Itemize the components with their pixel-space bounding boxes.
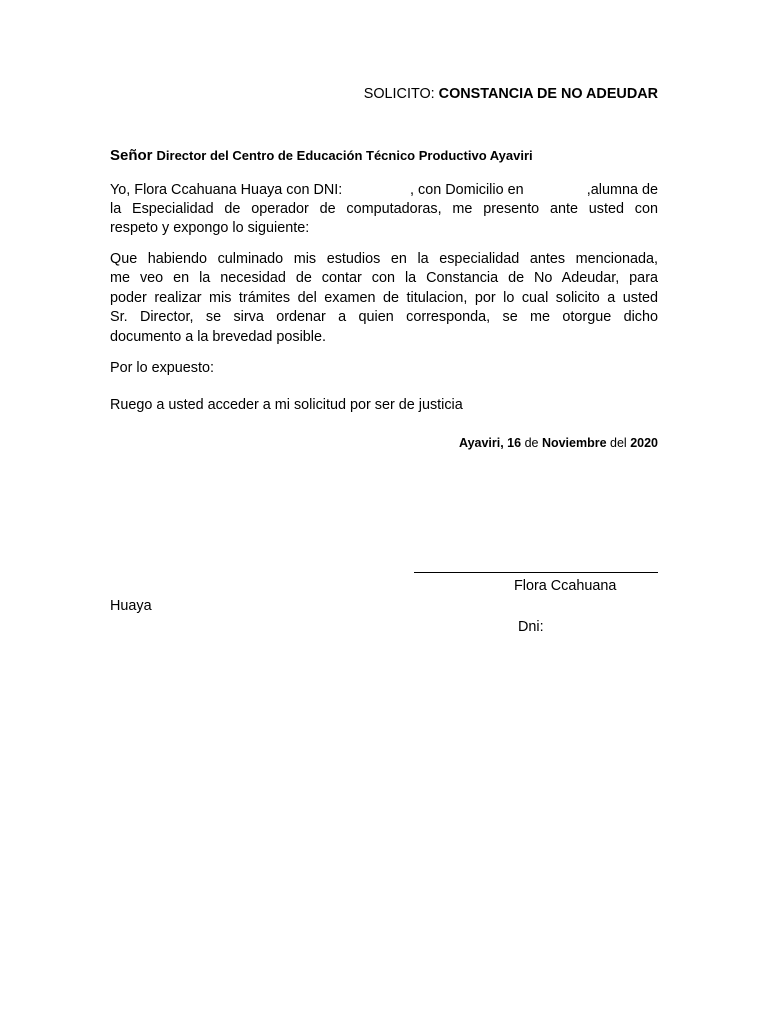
paragraph2-line4: Sr. Director, se sirva ordenar a quien corresponda, se me otorgue dicho: [110, 309, 658, 325]
por-lo-expuesto: Por lo expuesto:: [110, 360, 214, 376]
solicito-header: [364, 84, 658, 104]
paragraph1-line3: respeto y expongo lo siguiente:: [110, 220, 310, 236]
ruego-statement: Ruego a usted acceder a mi solicitud por ser de justicia: [110, 397, 463, 413]
paragraph1-line1-alumna: ,alumna de: [586, 182, 658, 198]
date-year: 2020: [626, 436, 658, 450]
date-del: del: [610, 436, 627, 450]
recipient: Director del Centro de Educación Técnico Productivo Ayaviri: [156, 148, 533, 163]
signature-name-line2: Huaya: [110, 598, 152, 614]
paragraph1-line1-domicilio: , con Domicilio en: [410, 182, 524, 198]
date-place: Ayaviri, 16: [459, 436, 525, 450]
date-line: [459, 433, 658, 453]
paragraph2-line3: poder realizar mis trámites del examen de titulacion, por lo cual solicito a usted: [110, 290, 658, 306]
signature-dni-label: Dni:: [518, 619, 544, 635]
salutation: Señor: [110, 147, 153, 164]
solicito-value: CONSTANCIA DE NO ADEUDAR: [438, 86, 658, 102]
signature-name-line1: Flora Ccahuana: [514, 578, 617, 594]
date-month: Noviembre: [538, 436, 611, 450]
signature-line: [414, 572, 658, 573]
paragraph1-line2: la Especialidad de operador de computadoras, me presento ante usted con: [110, 201, 658, 217]
paragraph1-line1-name: Yo, Flora Ccahuana Huaya con DNI:: [110, 182, 343, 198]
solicito-label: SOLICITO:: [363, 86, 439, 102]
paragraph2-line1: Que habiendo culminado mis estudios en la especialidad antes mencionada,: [110, 251, 658, 267]
addressee: [110, 146, 533, 166]
paragraph2-line5: documento a la brevedad posible.: [110, 329, 327, 345]
paragraph2-line2: me veo en la necesidad de contar con la Constancia de No Adeudar, para: [110, 270, 658, 286]
date-de: de: [524, 436, 539, 450]
